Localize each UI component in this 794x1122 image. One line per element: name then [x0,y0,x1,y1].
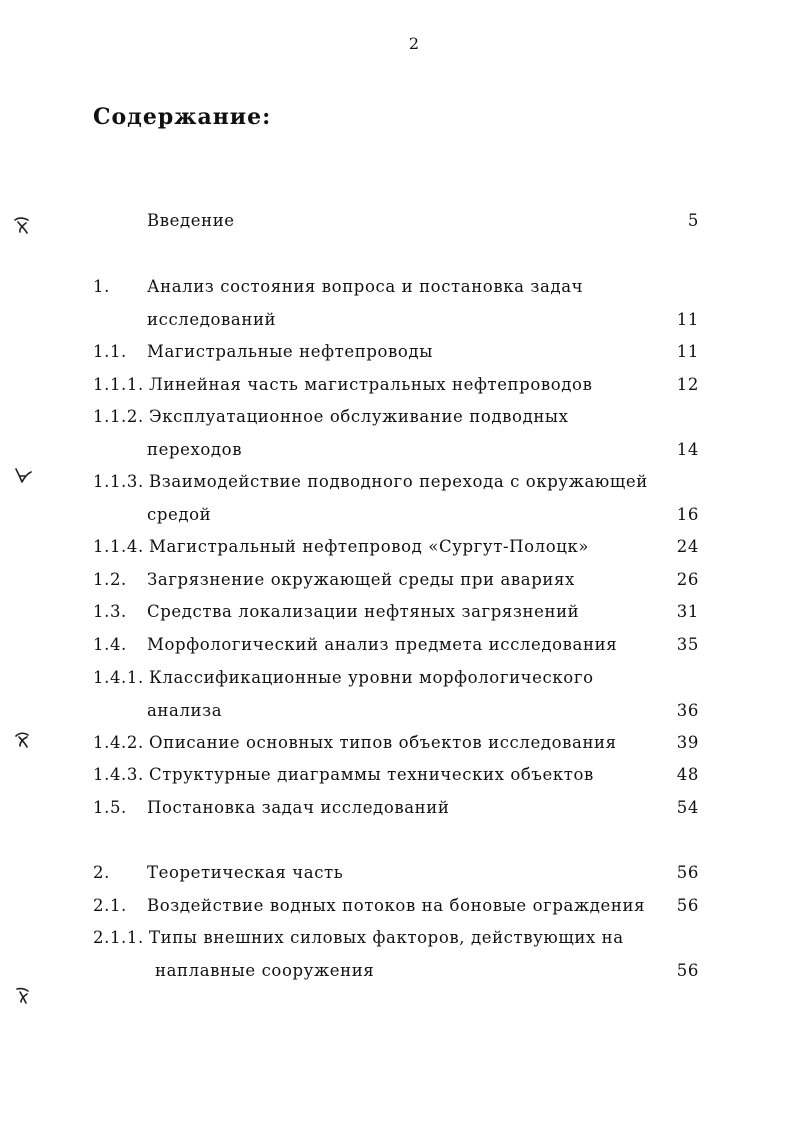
toc-number: 1.1.3. [93,472,144,491]
toc-entry [0,407,794,431]
toc-title: Классификационные уровни морфологического [149,668,594,687]
margin-mark-icon [12,728,34,750]
toc-page: 5 [687,211,699,230]
toc-number: 2.1.1. [93,928,144,947]
toc-title: Магистральные нефтепроводы [147,342,433,361]
toc-title: Воздействие водных потоков на боновые ограждения [147,896,646,915]
margin-mark-icon [12,464,34,486]
toc-entry [0,602,794,626]
toc-page: 12 [676,375,699,394]
toc-title: Средства локализации нефтяных загрязнений [147,602,580,621]
toc-title: Введение [147,211,235,230]
page-title: Содержание: [93,104,272,130]
toc-number: 1.2. [93,570,127,589]
toc-number: 1.4.2. [93,733,144,752]
toc-title: переходов [147,440,243,459]
toc-page: 35 [676,635,699,654]
toc-page: 31 [676,602,699,621]
toc-entry-continuation [0,505,794,529]
toc-entry [0,570,794,594]
toc-title: Магистральный нефтепровод «Сургут-Полоцк» [149,537,590,556]
toc-entry-continuation [0,310,794,334]
toc-title: Типы внешних силовых факторов, действующих на [149,928,624,947]
margin-mark-icon [12,214,34,236]
toc-title: Описание основных типов объектов исследования [149,733,617,752]
toc-number: 1. [93,277,110,296]
toc-number: 1.1.4. [93,537,144,556]
toc-entry [0,765,794,789]
toc-page: 39 [676,733,699,752]
toc-page: 56 [676,961,699,980]
toc-page: 56 [676,863,699,882]
toc-title: Постановка задач исследований [147,798,450,817]
toc-page: 48 [676,765,699,784]
toc-entry-intro [0,211,794,235]
toc-entry [0,537,794,561]
toc-page: 16 [676,505,699,524]
toc-number: 1.5. [93,798,127,817]
toc-title: Эксплуатационное обслуживание подводных [149,407,569,426]
toc-entry [0,472,794,496]
toc-title: наплавные сооружения [155,961,375,980]
toc-entry [0,928,794,952]
toc-number: 1.4.3. [93,765,144,784]
toc-page: 56 [676,896,699,915]
toc-page: 14 [676,440,699,459]
toc-page: 36 [676,701,699,720]
toc-number: 2.1. [93,896,127,915]
toc-page: 11 [676,342,699,361]
toc-entry [0,277,794,301]
toc-number: 1.1. [93,342,127,361]
toc-title: Анализ состояния вопроса и постановка задач [147,277,584,296]
toc-page: 54 [676,798,699,817]
toc-page: 24 [676,537,699,556]
toc-number: 1.1.2. [93,407,144,426]
toc-entry [0,798,794,822]
toc-entry-continuation [0,440,794,464]
toc-title: Морфологический анализ предмета исследования [147,635,618,654]
toc-entry [0,733,794,757]
toc-title: Структурные диаграммы технических объектов [149,765,594,784]
toc-title: Загрязнение окружающей среды при авариях [147,570,575,589]
toc-title: Линейная часть магистральных нефтепроводов [149,375,593,394]
toc-entry-continuation [0,961,794,985]
toc-title: анализа [147,701,223,720]
toc-entry [0,863,794,887]
toc-number: 1.4.1. [93,668,144,687]
page-number: 2 [408,34,420,53]
toc-title: исследований [147,310,277,329]
toc-number: 1.4. [93,635,127,654]
toc-number: 1.1.1. [93,375,144,394]
toc-entry [0,668,794,692]
toc-title: Взаимодействие подводного перехода с окружающей [149,472,648,491]
margin-mark-icon [12,984,34,1006]
toc-entry [0,342,794,366]
toc-page: 26 [676,570,699,589]
toc-number: 1.3. [93,602,127,621]
toc-entry [0,896,794,920]
toc-entry [0,375,794,399]
toc-page: 11 [676,310,699,329]
toc-title: Теоретическая часть [147,863,344,882]
toc-number: 2. [93,863,110,882]
toc-entry-continuation [0,701,794,725]
toc-title: средой [147,505,212,524]
toc-entry [0,635,794,659]
